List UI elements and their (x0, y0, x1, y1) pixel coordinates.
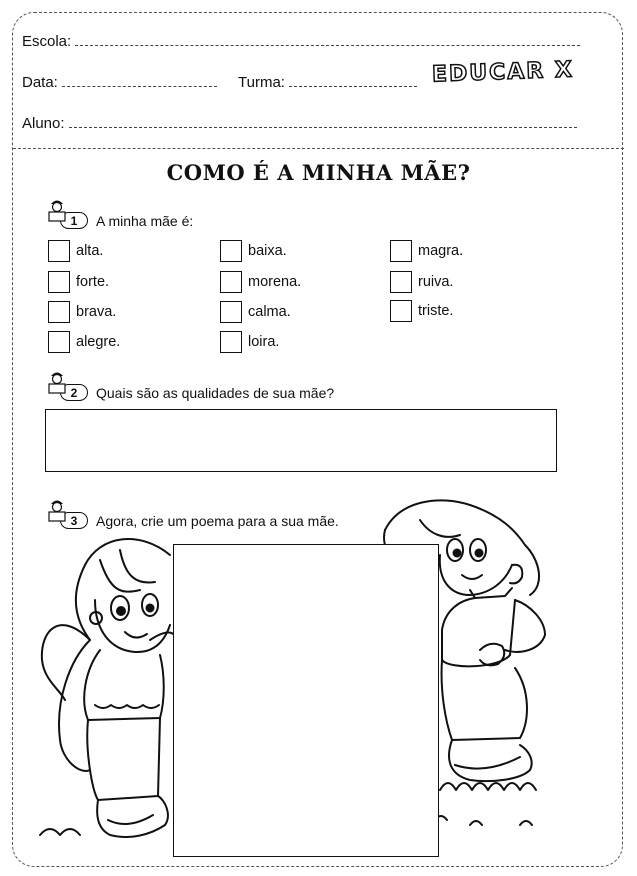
option-morena[interactable] (220, 271, 301, 293)
option-baixa[interactable] (220, 240, 287, 262)
turma-line[interactable] (289, 74, 417, 87)
checkbox[interactable] (390, 240, 412, 262)
option-alta[interactable] (48, 240, 103, 262)
aluno-field[interactable] (22, 115, 577, 132)
poem-answer-box[interactable] (173, 544, 439, 857)
question-3-number: 3 (60, 512, 88, 529)
qualities-answer-box[interactable] (45, 409, 557, 472)
checkbox[interactable] (48, 331, 70, 353)
option-forte[interactable] (48, 271, 109, 293)
student-icon (46, 370, 68, 394)
question-2 (46, 384, 334, 401)
escola-field[interactable] (22, 33, 580, 50)
data-field[interactable] (22, 74, 217, 91)
option-label: baixa. (248, 243, 287, 259)
option-loira[interactable] (220, 331, 279, 353)
option-magra[interactable] (390, 240, 463, 262)
question-3-text: Agora, crie um poema para a sua mãe. (96, 512, 339, 529)
question-1 (46, 212, 193, 229)
student-icon (46, 198, 68, 222)
checkbox[interactable] (48, 271, 70, 293)
option-label: forte. (76, 274, 110, 290)
checkbox[interactable] (48, 240, 70, 262)
option-label: loira. (248, 334, 280, 350)
educar-logo: EDUCAR X (431, 57, 575, 88)
checkbox[interactable] (220, 240, 242, 262)
option-calma[interactable] (220, 301, 291, 323)
option-label: alta. (76, 243, 104, 259)
checkbox[interactable] (390, 271, 412, 293)
question-2-number: 2 (60, 384, 88, 401)
checkbox[interactable] (220, 271, 242, 293)
aluno-label: Aluno: (22, 115, 65, 132)
option-label: triste. (418, 303, 454, 319)
option-ruiva[interactable] (390, 271, 453, 293)
question-1-number: 1 (60, 212, 88, 229)
data-line[interactable] (62, 74, 217, 87)
option-label: magra. (418, 243, 464, 259)
turma-label: Turma: (238, 74, 285, 91)
option-label: ruiva. (418, 274, 454, 290)
option-brava[interactable] (48, 301, 116, 323)
header-separator (13, 148, 624, 149)
checkbox[interactable] (390, 300, 412, 322)
escola-label: Escola: (22, 33, 72, 50)
turma-field[interactable] (238, 74, 417, 91)
data-label: Data: (22, 74, 58, 91)
option-label: brava. (76, 304, 117, 320)
option-label: calma. (248, 304, 291, 320)
option-triste[interactable] (390, 300, 453, 322)
escola-line[interactable] (75, 33, 580, 46)
aluno-line[interactable] (69, 115, 577, 128)
page-title: COMO É A MINHA MÃE? (166, 160, 471, 185)
option-label: morena. (248, 274, 302, 290)
option-label: alegre. (76, 334, 121, 350)
question-1-text: A minha mãe é: (96, 212, 194, 229)
checkbox[interactable] (48, 301, 70, 323)
checkbox[interactable] (220, 301, 242, 323)
checkbox[interactable] (220, 331, 242, 353)
question-2-text: Quais são as qualidades de sua mãe? (96, 384, 335, 401)
option-alegre[interactable] (48, 331, 120, 353)
